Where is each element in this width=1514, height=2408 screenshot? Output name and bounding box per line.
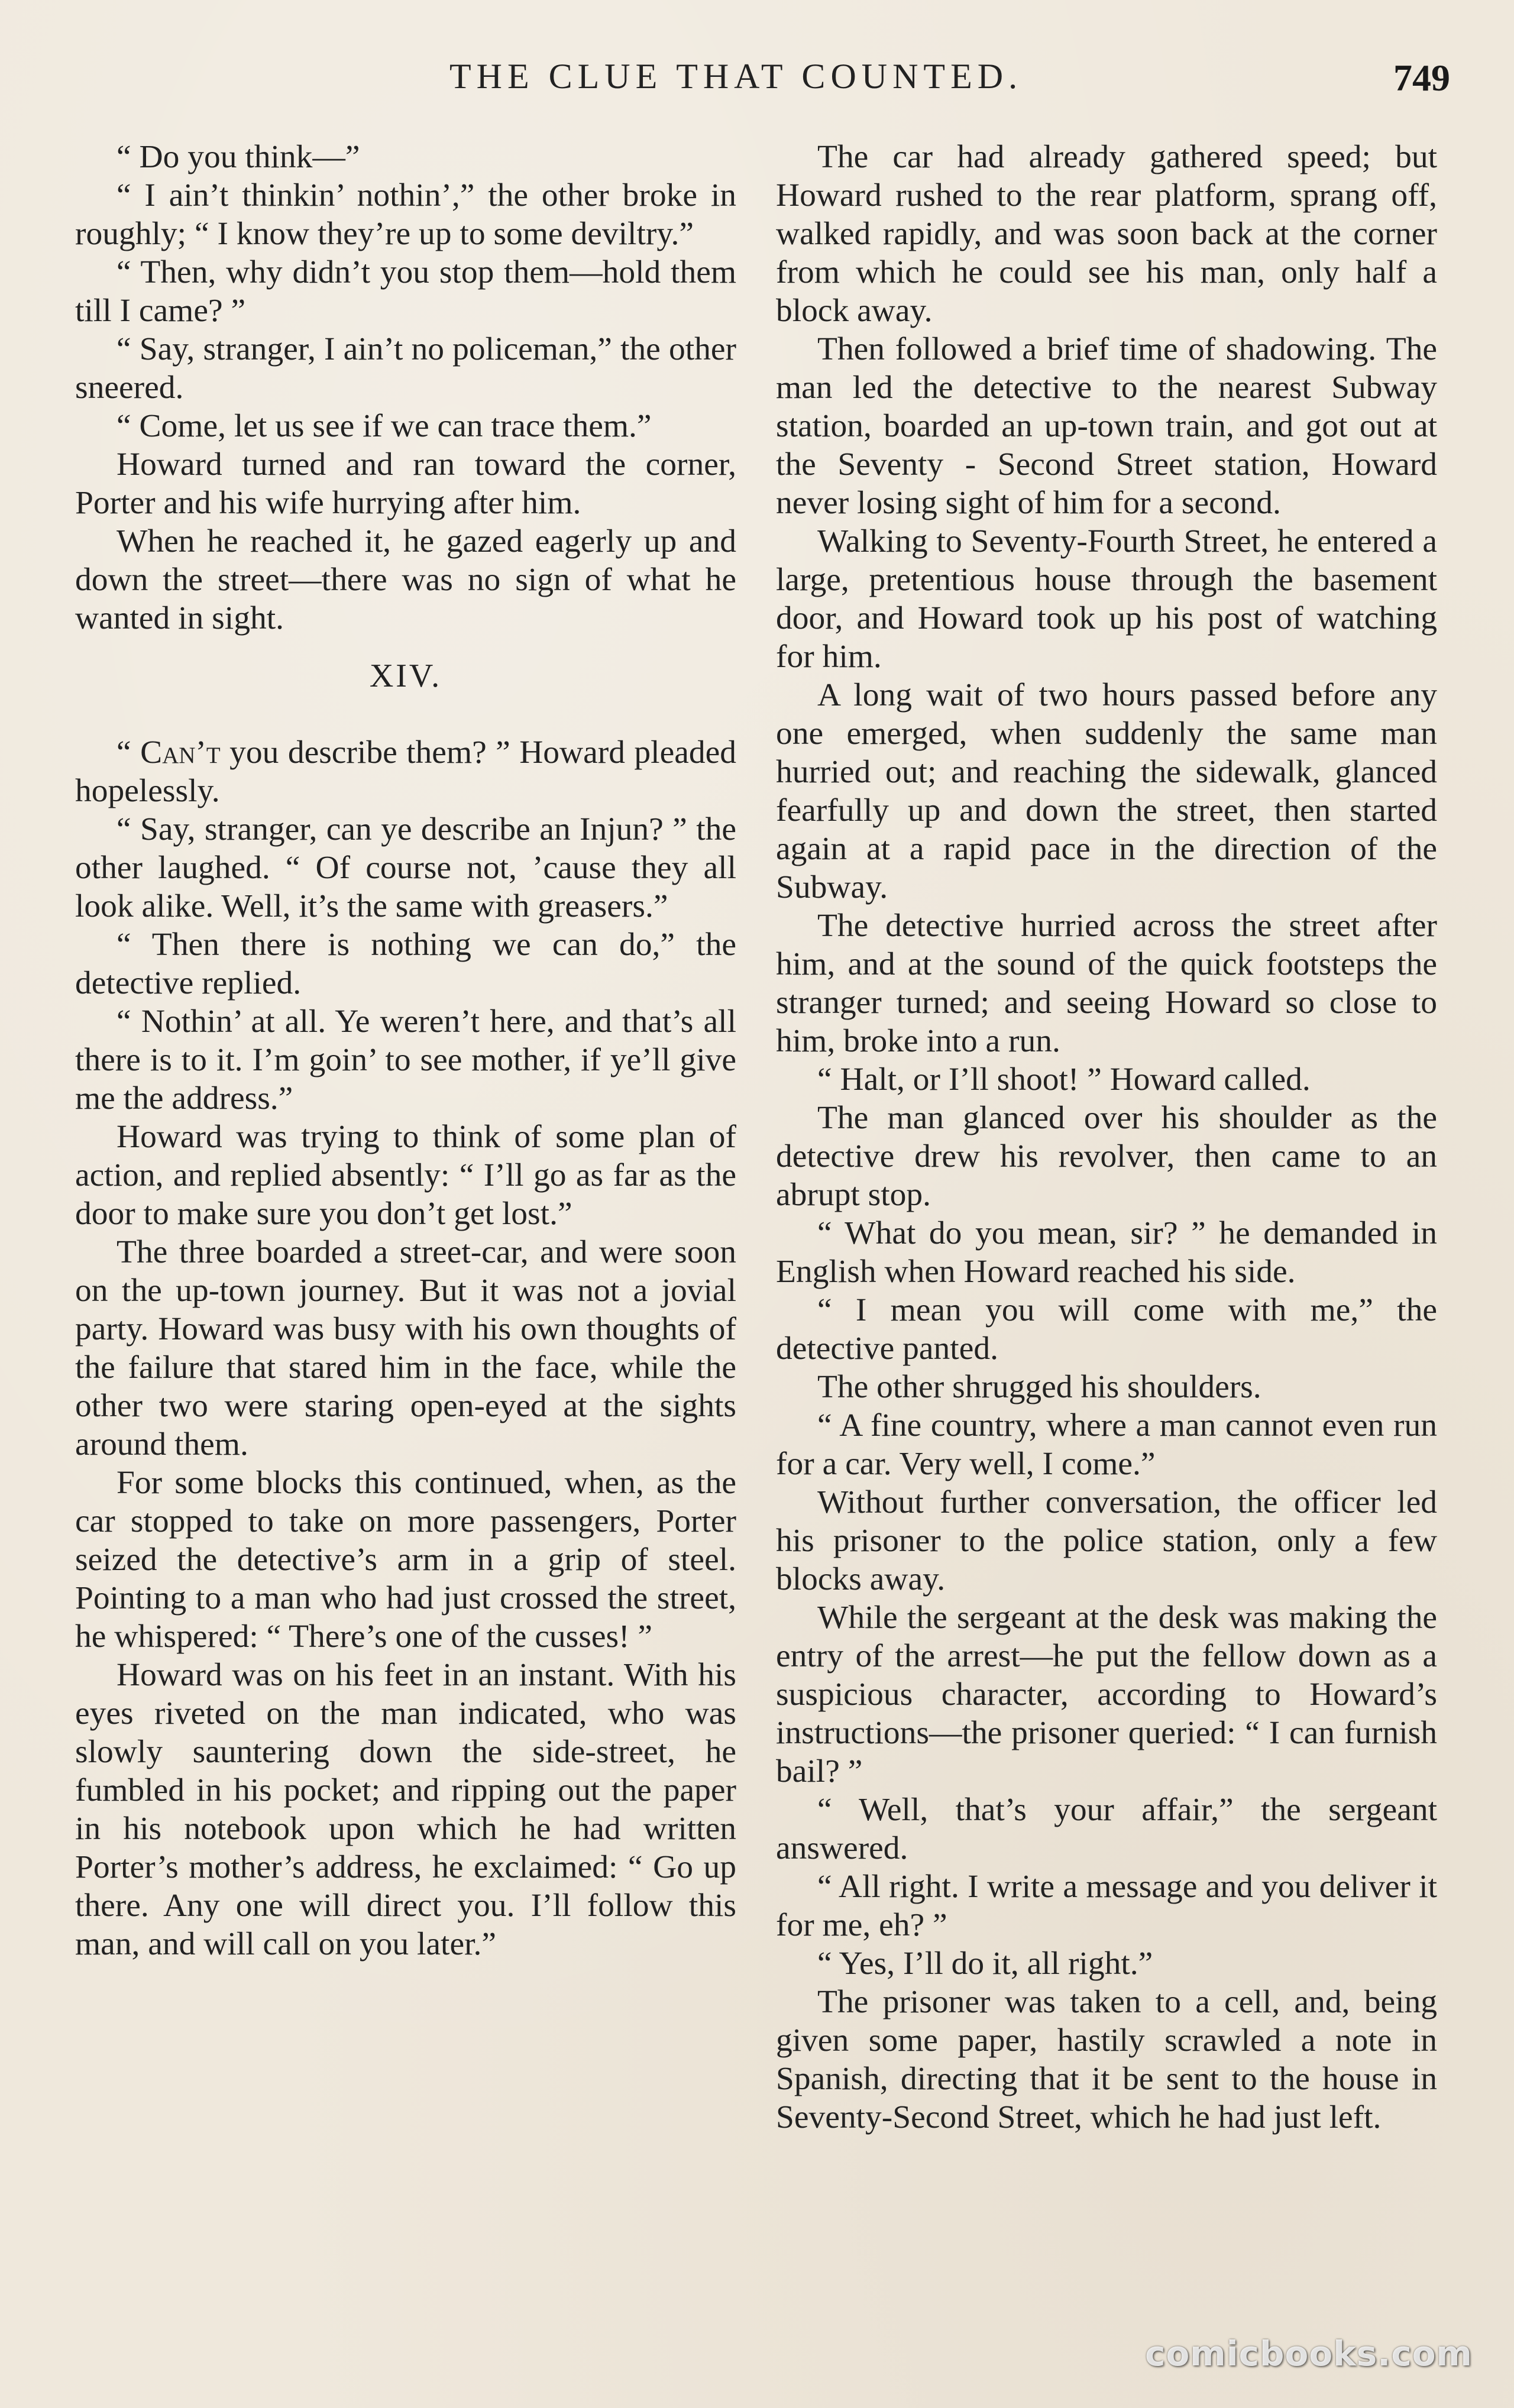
paragraph: Howard was on his feet in an instant. With his eyes riveted on the man indicated, who was slowly sauntering down the side-street, he fumbled in his pocket; and ripping out the paper in his notebook upon which he had written Porter’s mother’s address, he exclaimed: “ Go up there. Any one will direct you. I’ll follow this man, and will call on you later.” (75, 1657, 736, 1962)
paragraph: “ I mean you will come with me,” the detective panted. (776, 1292, 1437, 1367)
paragraph: The other shrugged his shoulders. (817, 1369, 1261, 1405)
opening-rest: you describe them? ” Howard pleaded hopelessly. (75, 734, 736, 809)
paragraph: “ Come, let us see if we can trace them.” (117, 408, 652, 444)
paragraph: “ Halt, or I’ll shoot! ” Howard called. (817, 1061, 1311, 1098)
section-spacer (75, 714, 736, 733)
right-column (776, 138, 1437, 2137)
paragraph: The three boarded a street-car, and were soon on the up-town journey. But it was not a jovial party. Howard was busy with his own thoughts of the failure that stared him in the face, while the other two were staring open-eyed at the sights around them. (75, 1234, 736, 1462)
paragraph: The prisoner was taken to a cell, and, being given some paper, hastily scrawled a note in Spanish, directing that it be sent to the house in Seventy-Second Street, which he had just left. (776, 1984, 1437, 2135)
paragraph: While the sergeant at the desk was making the entry of the arrest—he put the fellow down as a suspicious character, according to Howard’s instructions—the prisoner queried: “ I can furnish bail? ” (776, 1600, 1437, 1789)
paragraph: “ A fine country, where a man cannot even run for a car. Very well, I come.” (776, 1407, 1437, 1482)
paragraph: “ I ain’t thinkin’ nothin’,” the other broke in roughly; “ I know they’re up to some deviltry.” (75, 177, 736, 252)
left-column (75, 138, 736, 1963)
paragraph: “ Well, that’s your affair,” the sergeant answered. (776, 1792, 1437, 1866)
section-opening-paragraph (75, 733, 736, 810)
running-head (0, 56, 1514, 103)
paragraph: Then followed a brief time of shadowing. The man led the detective to the nearest Subway station, boarded an up-town train, and got out at the Seventy - Second Street station, Howard never losing sight of him for a second. (776, 331, 1437, 521)
paragraph: Walking to Seventy-Fourth Street, he entered a large, pretentious house through the basement door, and Howard took up his post of watching for him. (776, 523, 1437, 675)
paragraph: For some blocks this continued, when, as the car stopped to take on more passengers, Porter seized the detective’s arm in a grip of steel. Pointing to a man who had just crossed the street, he whispered: “ There’s one of the cusses! ” (75, 1465, 736, 1655)
paragraph: The detective hurried across the street after him, and at the sound of the quick footsteps the stranger turned; and seeing Howard so close to him, broke into a run. (776, 908, 1437, 1059)
paragraph: “ What do you mean, sir? ” he demanded in English when Howard reached his side. (776, 1215, 1437, 1290)
paragraph: “ All right. I write a message and you deliver it for me, eh? ” (776, 1869, 1437, 1943)
paragraph: “ Then, why didn’t you stop them—hold them till I came? ” (75, 254, 736, 329)
paragraph: Without further conversation, the officer led his prisoner to the police station, only a few blocks away. (776, 1484, 1437, 1597)
paragraph: A long wait of two hours passed before any one emerged, when suddenly the same man hurried out; and reaching the sidewalk, glanced fearfully up and down the street, then started again at a rapid pace in the direction of the Subway. (776, 677, 1437, 905)
paragraph: “ Do you think—” (117, 139, 360, 175)
paragraph: “ Yes, I’ll do it, all right.” (817, 1946, 1153, 1982)
opening-quote: “ (117, 734, 141, 771)
section-heading: XIV. (369, 658, 442, 694)
site-watermark: comicbooks.com (1145, 2333, 1473, 2374)
paragraph: The car had already gathered speed; but Howard rushed to the rear platform, sprang off, walked rapidly, and was soon back at the corner from which he could see his man, only half a block away. (776, 139, 1437, 329)
page-number: 749 (1393, 57, 1450, 99)
paragraph: “ Say, stranger, I ain’t no policeman,” the other sneered. (75, 331, 736, 406)
paragraph: “ Then there is nothing we can do,” the detective replied. (75, 927, 736, 1001)
paragraph: Howard was trying to think of some plan of action, and replied absently: “ I’ll go as far as the door to make sure you don’t get lost.” (75, 1119, 736, 1232)
paragraph: “ Nothin’ at all. Ye weren’t here, and that’s all there is to it. I’m goin’ to see mother, if ye’ll give me the address.” (75, 1004, 736, 1116)
running-title: THE CLUE THAT COUNTED. (449, 57, 1023, 96)
paragraph: The man glanced over his shoulder as the detective drew his revolver, then came to an abrupt stop. (776, 1100, 1437, 1213)
opening-word: Can’t (140, 734, 221, 771)
paragraph: When he reached it, he gazed eagerly up and down the street—there was no sign of what he wanted in sight. (75, 523, 736, 636)
paragraph: Howard turned and ran toward the corner, Porter and his wife hurrying after him. (75, 446, 736, 521)
paragraph: “ Say, stranger, can ye describe an Injun? ” the other laughed. “ Of course not, ’cause they all look alike. Well, it’s the same with greasers.” (75, 811, 736, 924)
